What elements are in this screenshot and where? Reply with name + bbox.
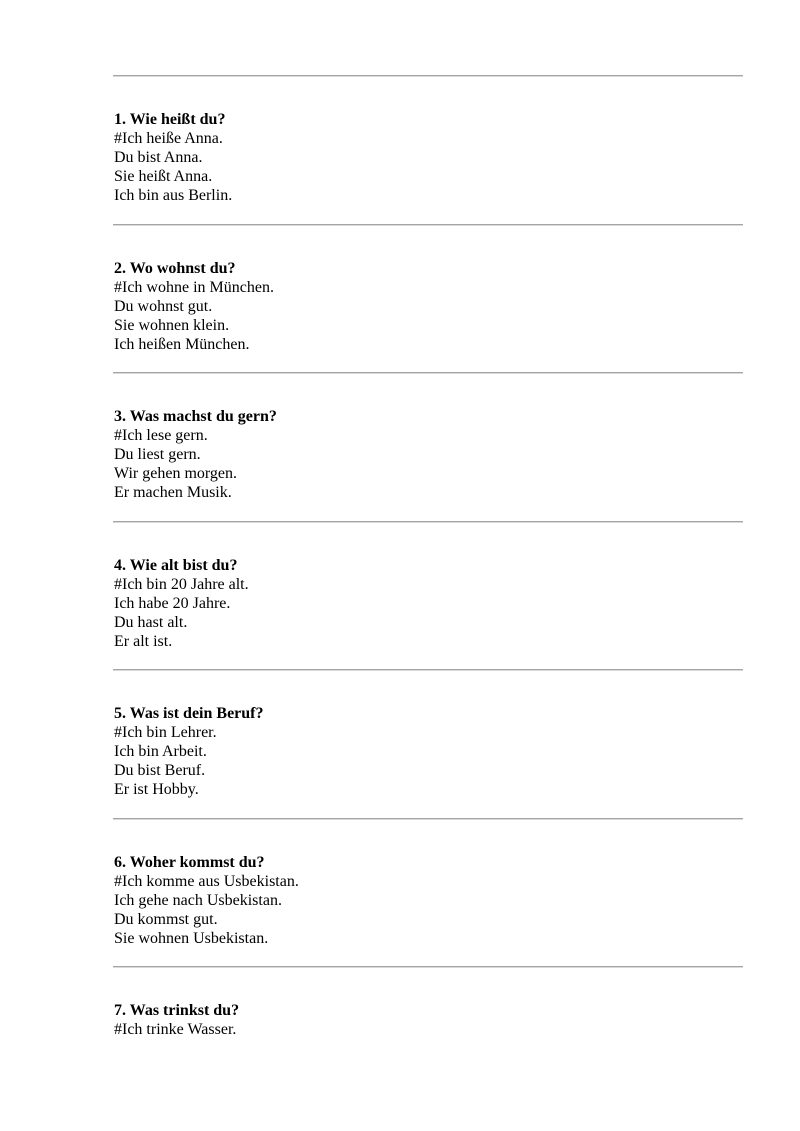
answer-option-correct: #Ich komme aus Usbekistan.	[114, 872, 299, 890]
answer-option: Ich bin Arbeit.	[114, 743, 207, 760]
answer-option: Er alt ist.	[114, 632, 173, 650]
question-title: 6. Woher kommst du?	[114, 853, 265, 871]
document-page	[113, 0, 743, 1058]
question-title: 7. Was trinkst du?	[114, 1002, 240, 1019]
answer-option: Du bist Anna.	[114, 149, 203, 166]
question-block-3	[113, 374, 743, 521]
answer-option-correct: #Ich heiße Anna.	[114, 130, 223, 147]
answer-option-correct: #Ich trinke Wasser.	[114, 1021, 237, 1038]
answer-option-correct: #Ich lese gern.	[114, 427, 208, 444]
answer-option: Wir gehen morgen.	[114, 465, 238, 482]
question-title: 3. Was machst du gern?	[114, 408, 277, 425]
answer-option: Ich heißen München.	[114, 335, 250, 353]
answer-option: Er ist Hobby.	[114, 781, 199, 798]
question-block-1	[113, 77, 743, 224]
answer-option: Du bist Beruf.	[114, 762, 206, 779]
question-title: 2. Wo wohnst du?	[114, 259, 236, 277]
answer-option: Du kommst gut.	[114, 910, 218, 928]
answer-option-correct: #Ich bin 20 Jahre alt.	[114, 575, 249, 593]
answer-option: Du hast alt.	[114, 613, 188, 631]
answer-option: Du liest gern.	[114, 446, 201, 463]
question-block-4	[113, 523, 743, 670]
answer-option: Ich bin aus Berlin.	[114, 187, 233, 204]
answer-option: Ich habe 20 Jahre.	[114, 594, 231, 612]
question-block-7	[113, 968, 743, 1058]
answer-option: Sie wohnen Usbekistan.	[114, 929, 269, 947]
question-title: 1. Wie heißt du?	[114, 111, 226, 128]
answer-option: Er machen Musik.	[114, 484, 232, 501]
answer-option: Ich gehe nach Usbekistan.	[114, 891, 282, 909]
question-block-2	[113, 226, 743, 373]
question-block-5	[113, 671, 743, 818]
answer-option-correct: #Ich bin Lehrer.	[114, 724, 217, 741]
question-title: 4. Wie alt bist du?	[114, 556, 238, 574]
answer-option-correct: #Ich wohne in München.	[114, 278, 274, 296]
answer-option: Sie heißt Anna.	[114, 168, 213, 185]
answer-option: Sie wohnen klein.	[114, 316, 230, 334]
answer-option: Du wohnst gut.	[114, 297, 213, 315]
question-title: 5. Was ist dein Beruf?	[114, 705, 264, 722]
question-block-6	[113, 820, 743, 967]
